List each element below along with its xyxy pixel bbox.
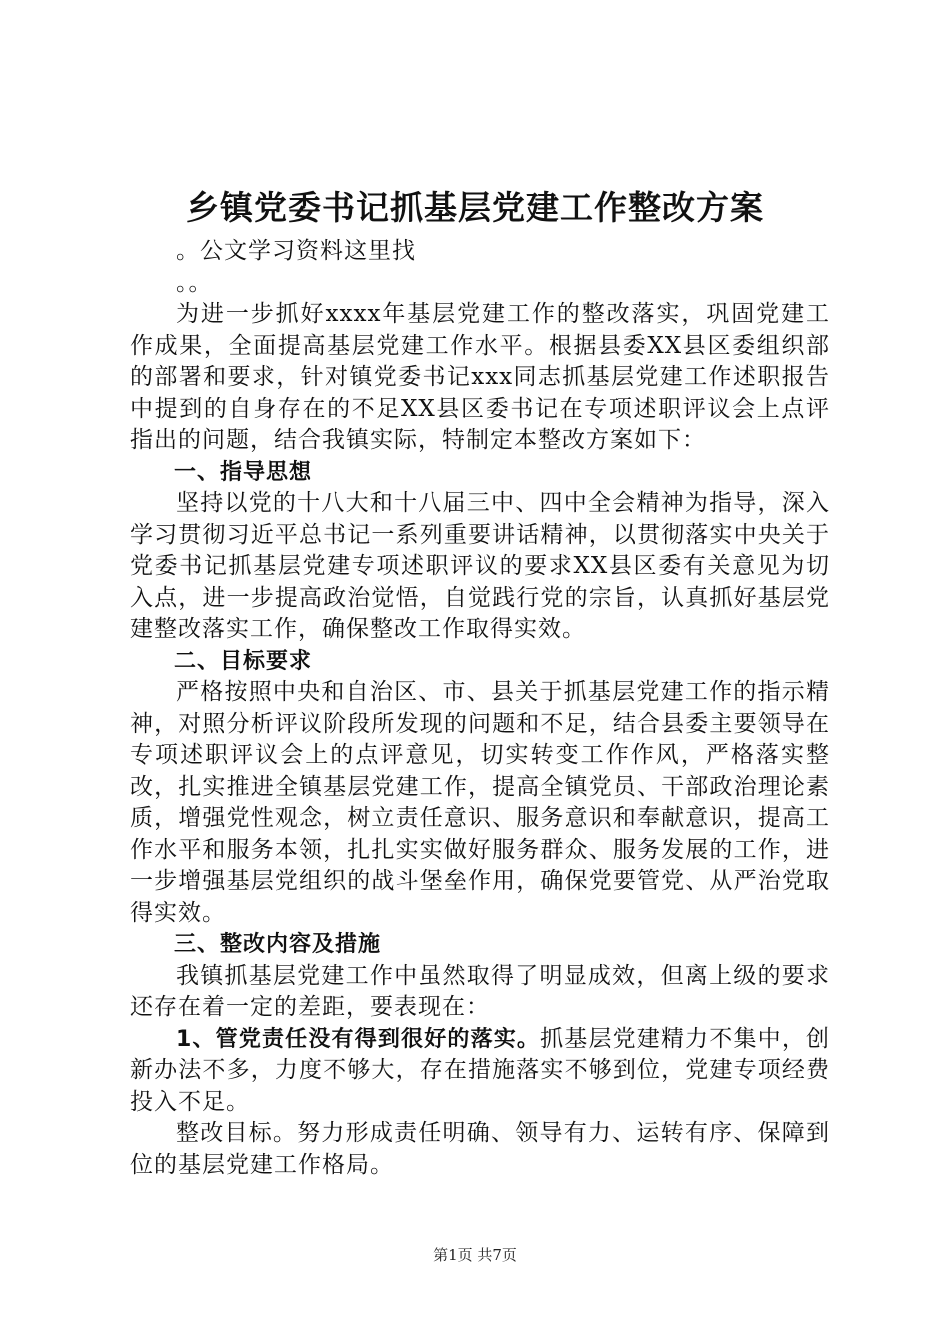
item-1-text: 抓基层党建精力不集中，创新办法不多，力度不够大，存在措施落实不够到位，党建专项经费投入不足。 [130, 1025, 831, 1115]
item-1-lead: 1、管党责任没有得到很好的落实。 [176, 1026, 541, 1052]
document-title: 乡镇党委书记抓基层党建工作整改方案 [186, 188, 764, 227]
goal-paragraph: 整改目标。努力形成责任明确、领导有力、运转有序、保障到位的基层党建工作格局。 [130, 1120, 830, 1178]
item-1-paragraph [130, 1024, 830, 1119]
source-note: 。公文学习资料这里找 [176, 238, 416, 264]
section-2-paragraph: 严格按照中央和自治区、市、县关于抓基层党建工作的指示精神，对照分析评议阶段所发现的问题和不足，结合县委主要领导在专项述职评议会上的点评意见，切实转变工作作风，严格落实整改，扎实推进全镇基层党建工作，提高全镇党员、干部政治理论素质，增强党性观念，树立责任意识、服务意识和奉献意识，提高工作水平和服务本领，扎扎实实做好服务群众、服务发展的工作，进一步增强基层党组织的战斗堡垒作用，确保党要管党、从严治党取得实效。 [130, 679, 830, 926]
page-number: 第1页 共7页 [433, 1246, 517, 1264]
intro-paragraph: 为进一步抓好xxxx年基层党建工作的整改落实，巩固党建工作成果，全面提高基层党建工作水平。根据县委XX县区委组织部的部署和要求，针对镇党委书记xxx同志抓基层党建工作述职报告中提到的自身存在的不足XX县区委书记在专项述职评议会上点评指出的问题，结合我镇实际，特制定本整改方案如下： [130, 301, 830, 453]
section-1-heading: 一、指导思想 [174, 459, 313, 485]
section-3-paragraph: 我镇抓基层党建工作中虽然取得了明显成效，但离上级的要求还存在着一定的差距，要表现在： [130, 962, 830, 1020]
section-2-heading: 二、目标要求 [174, 648, 313, 674]
section-1-paragraph: 坚持以党的十八大和十八届三中、四中全会精神为指导，深入学习贯彻习近平总书记一系列重要讲话精神，以贯彻落实中央关于党委书记抓基层党建专项述职评议的要求XX县区委有关意见为切入点，进一步提高政治觉悟，自觉践行党的宗旨，认真抓好基层党建整改落实工作，确保整改工作取得实效。 [130, 490, 830, 642]
document-body [130, 236, 830, 1181]
section-3-heading: 三、整改内容及措施 [174, 932, 382, 957]
dots-line: 。。 [176, 269, 213, 296]
